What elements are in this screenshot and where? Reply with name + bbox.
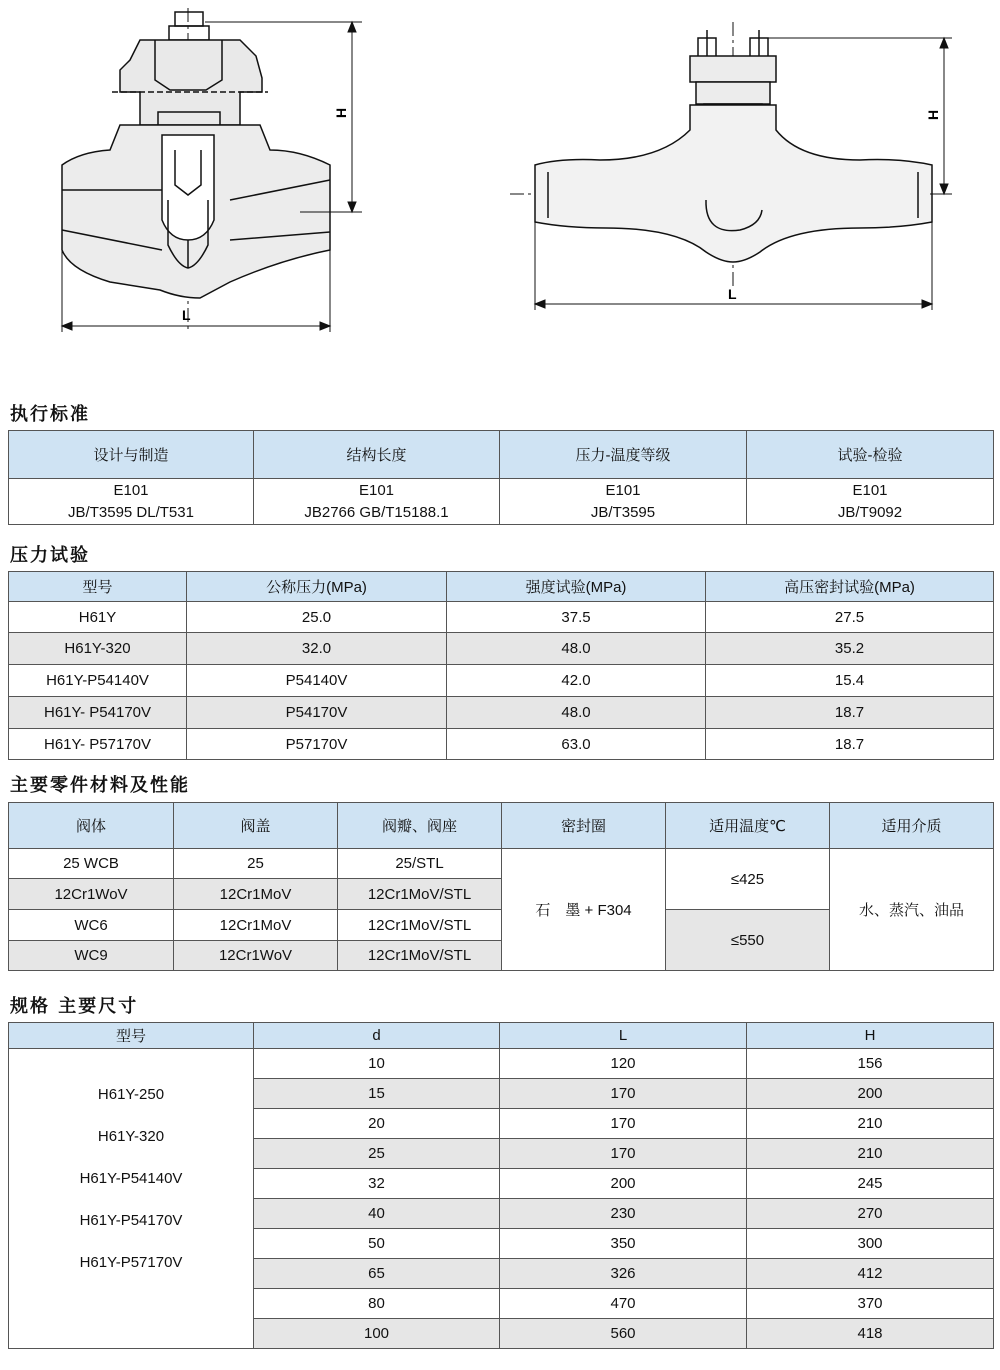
pressure-row [9,665,994,697]
standard-code: E101 [358,481,395,499]
dimensions-cell: 370 [747,1289,994,1319]
materials-cell: 12Cr1MoV/STL [338,910,502,941]
dimensions-cell: 200 [747,1079,994,1109]
pressure-cell: 48.0 [447,697,706,729]
dimensions-cell: 170 [500,1079,747,1109]
dimensions-header: 型号 [9,1023,254,1049]
dimensions-cell: 300 [747,1229,994,1259]
materials-cell: 25 WCB [9,849,174,879]
dimensions-cell: 15 [254,1079,500,1109]
materials-header: 阀盖 [174,803,338,849]
dimensions-cell: 170 [500,1109,747,1139]
dimensions-cell: 230 [500,1199,747,1229]
right-valve-drawing [510,22,950,290]
dimensions-cell: 200 [500,1169,747,1199]
standard-code: E101 [113,481,149,499]
dimensions-row [9,1049,994,1079]
materials-title: 主要零件材料及性能 [10,775,190,796]
dimensions-cell: 560 [500,1319,747,1349]
pressure-cell: 27.5 [706,602,994,633]
standards-header: 压力-温度等级 [500,431,747,479]
standard-code: E101 [852,481,888,499]
materials-header: 适用温度℃ [666,803,830,849]
pressure-cell: 18.7 [706,697,994,729]
pressure-cell: P54170V [187,697,447,729]
dimensions-cell: 170 [500,1139,747,1169]
dimensions-cell: 32 [254,1169,500,1199]
materials-cell: 12Cr1MoV [174,879,338,910]
dimensions-cell: 412 [747,1259,994,1289]
materials-cell: WC9 [9,941,174,971]
dimensions-cell: 245 [747,1169,994,1199]
standards-header: 试验-检验 [747,431,994,479]
dimensions-cell: 65 [254,1259,500,1289]
model-name: H61Y-320 [97,1127,165,1145]
model-name: H61Y-250 [97,1085,165,1103]
materials-cell: WC6 [9,910,174,941]
standards-header: 设计与制造 [9,431,254,479]
pressure-cell: H61Y-P54140V [9,665,187,697]
pressure-cell: 15.4 [706,665,994,697]
pressure-cell: 37.5 [447,602,706,633]
pressure-row [9,602,994,633]
pressure-cell: 48.0 [447,633,706,665]
standards-header: 结构长度 [254,431,500,479]
dimensions-cell: 326 [500,1259,747,1289]
pressure-cell: 63.0 [447,729,706,760]
left-dim-l-label: L [182,307,191,323]
dimensions-cell: 270 [747,1199,994,1229]
dimensions-cell: 20 [254,1109,500,1139]
materials-table [8,802,994,971]
pressure-table [8,571,994,760]
dimensions-cell: 80 [254,1289,500,1319]
dimensions-cell: 100 [254,1319,500,1349]
pressure-cell: 35.2 [706,633,994,665]
pressure-title: 压力试验 [10,545,90,566]
dimensions-header: H [747,1023,994,1049]
pressure-header: 型号 [9,572,187,602]
pressure-cell: H61Y [9,602,187,633]
pressure-row [9,729,994,760]
dimensions-cell: 156 [747,1049,994,1079]
left-valve-drawing [62,8,330,330]
pressure-cell: P57170V [187,729,447,760]
standards-table [8,430,994,525]
dimensions-cell: 50 [254,1229,500,1259]
pressure-row [9,697,994,729]
dimensions-cell: 418 [747,1319,994,1349]
dimensions-cell: 210 [747,1139,994,1169]
materials-row [9,849,994,879]
standards-cell [747,479,994,525]
pressure-header: 强度试验(MPa) [447,572,706,602]
dimensions-cell: 210 [747,1109,994,1139]
materials-header: 适用介质 [830,803,994,849]
materials-header: 密封圈 [502,803,666,849]
dimensions-header: d [254,1023,500,1049]
model-name: H61Y-P57170V [79,1253,183,1271]
pressure-cell: 25.0 [187,602,447,633]
pressure-cell: H61Y-320 [9,633,187,665]
standard-code: E101 [605,481,641,499]
materials-cell: 12Cr1MoV/STL [338,941,502,971]
medium-cell: 水、蒸汽、油品 [830,849,994,971]
temp-cell-550: ≤550 [666,910,830,971]
pressure-cell: 42.0 [447,665,706,697]
materials-cell: 12Cr1MoV [174,910,338,941]
materials-cell: 12Cr1WoV [9,879,174,910]
standard-ref: JB/T9092 [837,503,903,521]
pressure-cell: 18.7 [706,729,994,760]
pressure-cell: 32.0 [187,633,447,665]
standard-ref: JB/T3595 [590,503,656,521]
pressure-cell: H61Y- P57170V [9,729,187,760]
pressure-cell: H61Y- P54170V [9,697,187,729]
standards-cell [500,479,747,525]
dimensions-header: L [500,1023,747,1049]
standards-title: 执行标准 [10,404,90,425]
seal-cell: 石 墨 + F304 [502,849,666,971]
dimensions-title: 规格 主要尺寸 [10,996,139,1017]
materials-header: 阀瓣、阀座 [338,803,502,849]
pressure-header: 公称压力(MPa) [187,572,447,602]
dimensions-cell: 470 [500,1289,747,1319]
materials-cell: 12Cr1MoV/STL [338,879,502,910]
right-dim-l-label: L [728,286,737,302]
pressure-cell: P54140V [187,665,447,697]
standard-ref: JB2766 GB/T15188.1 [304,503,449,521]
standards-cell [9,479,254,525]
right-dim-h-label: H [925,109,941,120]
materials-header: 阀体 [9,803,174,849]
standards-cell [254,479,500,525]
dimensions-table [8,1022,994,1349]
materials-cell: 25 [174,849,338,879]
model-name: H61Y-P54170V [79,1211,183,1229]
standard-ref: JB/T3595 DL/T531 [68,503,194,521]
model-list-cell [9,1049,254,1349]
dimensions-cell: 40 [254,1199,500,1229]
materials-cell: 12Cr1WoV [174,941,338,971]
dimensions-cell: 10 [254,1049,500,1079]
left-dim-h-label: H [333,107,349,118]
pressure-row [9,633,994,665]
valve-drawings [0,0,1000,345]
pressure-header: 高压密封试验(MPa) [706,572,994,602]
dimensions-cell: 25 [254,1139,500,1169]
model-name: H61Y-P54140V [79,1169,183,1187]
temp-cell-425: ≤425 [666,849,830,910]
dimensions-cell: 350 [500,1229,747,1259]
dimensions-cell: 120 [500,1049,747,1079]
materials-cell: 25/STL [338,849,502,879]
